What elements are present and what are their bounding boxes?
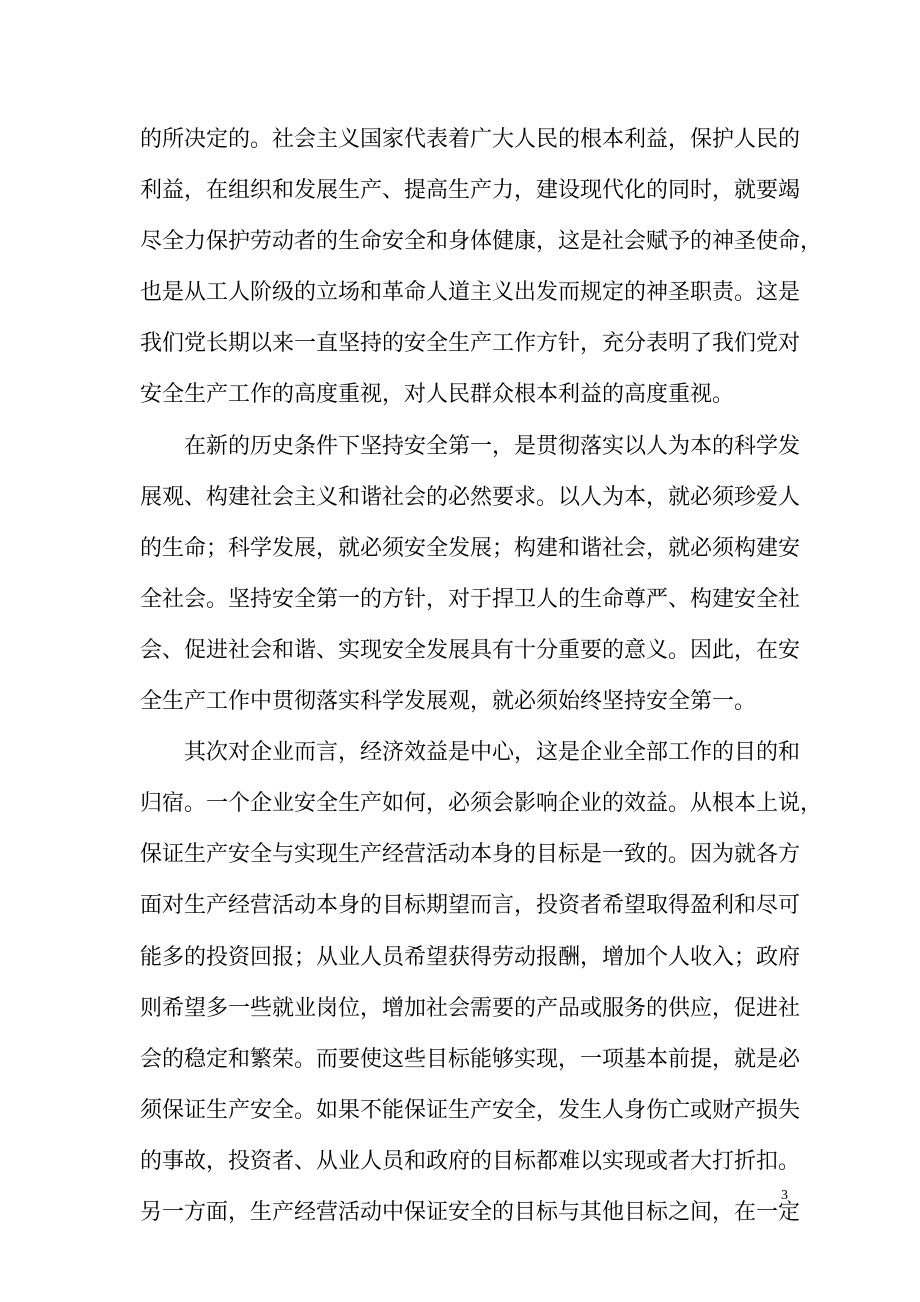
text-line: 能多的投资回报；从业人员希望获得劳动报酬，增加个人收入；政府: [140, 944, 801, 970]
text-line: 保证生产安全与实现生产经营活动本身的目标是一致的。因为就各方: [140, 842, 801, 868]
text-line: 的事故，投资者、从业人员和政府的目标都难以实现或者大打折扣。: [140, 1148, 801, 1174]
text-line: 也是从工人阶级的立场和革命人道主义出发而规定的神圣职责。这是: [140, 280, 801, 306]
text-line: 在新的历史条件下坚持安全第一，是贯彻落实以人为本的科学发: [184, 433, 801, 459]
text-line: 我们党长期以来一直坚持的安全生产工作方针，充分表明了我们党对: [140, 331, 801, 357]
text-line: 展观、构建社会主义和谐社会的必然要求。以人为本，就必须珍爱人: [140, 484, 801, 510]
text-line: 会、促进社会和谐、实现安全发展具有十分重要的意义。因此，在安: [140, 637, 801, 663]
text-line: 其次对企业而言，经济效益是中心，这是企业全部工作的目的和: [184, 740, 801, 766]
text-line: 归宿。一个企业安全生产如何，必须会影响企业的效益。从根本上说，: [140, 791, 823, 817]
text-line: 安全生产工作的高度重视，对人民群众根本利益的高度重视。: [140, 382, 735, 408]
text-line: 则希望多一些就业岗位，增加社会需要的产品或服务的供应，促进社: [140, 995, 801, 1021]
text-line: 全生产工作中贯彻落实科学发展观，就必须始终坚持安全第一。: [140, 689, 757, 715]
text-line: 须保证生产安全。如果不能保证生产安全，发生人身伤亡或财产损失: [140, 1097, 801, 1123]
text-line: 面对生产经营活动本身的目标期望而言，投资者希望取得盈利和尽可: [140, 893, 801, 919]
page-number: 3: [781, 1188, 788, 1203]
body-text: [140, 114, 823, 1238]
text-line: 利益，在组织和发展生产、提高生产力，建设现代化的同时，就要竭: [140, 178, 801, 204]
text-line: 的所决定的。社会主义国家代表着广大人民的根本利益，保护人民的: [140, 127, 801, 152]
text-line: 另一方面，生产经营活动中保证安全的目标与其他目标之间，在一定: [140, 1199, 801, 1225]
text-line: 的生命；科学发展，就必须安全发展；构建和谐社会，就必须构建安: [140, 535, 801, 561]
text-line: 会的稳定和繁荣。而要使这些目标能够实现，一项基本前提，就是必: [140, 1046, 801, 1072]
text-line: 尽全力保护劳动者的生命安全和身体健康，这是社会赋予的神圣使命，: [140, 229, 823, 255]
text-line: 全社会。坚持安全第一的方针，对于捍卫人的生命尊严、构建安全社: [140, 586, 801, 612]
